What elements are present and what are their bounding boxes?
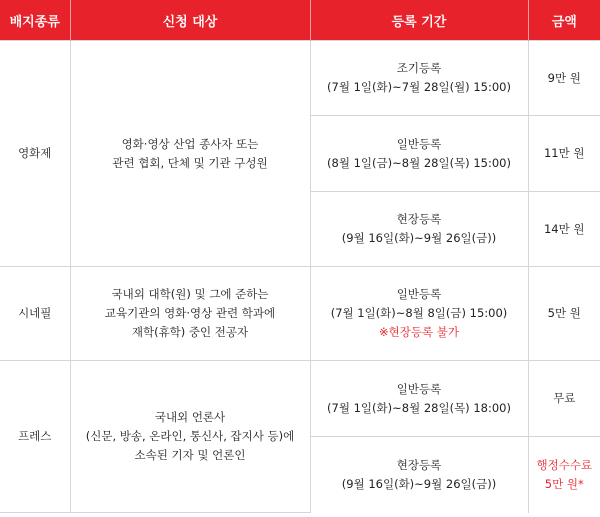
price-cell	[528, 116, 600, 192]
price-cell	[528, 267, 600, 361]
price-value: 11만 원	[543, 146, 585, 160]
period-title: 현장등록	[396, 457, 442, 472]
target-line: 국내외 대학(원) 및 그에 준하는	[111, 287, 269, 301]
price-value: 14만 원	[543, 221, 585, 236]
target-cell-festival	[70, 41, 310, 267]
period-title: 일반등록	[396, 381, 442, 396]
price-value: 행정수수료	[536, 457, 593, 472]
header-period: 등록 기간	[310, 0, 528, 41]
target-cell-press	[70, 361, 310, 513]
period-cell	[310, 361, 528, 437]
period-dates: (8월 1일(금)~8월 28일(목) 15:00)	[327, 155, 511, 170]
target-line: 국내외 언론사	[154, 410, 226, 424]
period-title: 조기등록	[396, 61, 442, 75]
period-cell	[310, 267, 528, 361]
period-cell	[310, 41, 528, 116]
period-note: ※현장등록 불가	[379, 325, 459, 339]
period-cell	[310, 116, 528, 192]
header-target: 신청 대상	[70, 0, 310, 41]
price-cell	[528, 192, 600, 267]
badge-cell-festival: 영화제	[0, 41, 70, 267]
period-title: 일반등록	[396, 287, 442, 301]
period-cell	[310, 192, 528, 267]
price-value: 5만 원	[547, 306, 581, 320]
table-row	[0, 361, 600, 437]
period-dates: (7월 1일(화)~7월 28일(월) 15:00)	[327, 80, 511, 94]
target-line: 재학(휴학) 중인 전공자	[131, 325, 249, 339]
price-value: 9만 원	[547, 70, 581, 85]
badge-cell-cinephile: 시네필	[0, 267, 70, 361]
target-line: (신문, 방송, 온라인, 통신사, 잡지사 등)에	[85, 429, 295, 443]
price-cell	[528, 41, 600, 116]
price-cell	[528, 437, 600, 513]
price-value: 5만 원*	[544, 476, 584, 491]
period-dates: (7월 1일(화)~8월 28일(목) 18:00)	[327, 400, 511, 415]
period-dates: (9월 16일(화)~9월 26일(금))	[341, 231, 497, 245]
price-value: 무료	[553, 391, 576, 405]
period-title: 일반등록	[396, 136, 442, 151]
header-row	[0, 0, 600, 41]
badge-cell-press: 프레스	[0, 361, 70, 513]
period-cell	[310, 437, 528, 513]
price-cell	[528, 361, 600, 437]
period-dates: (7월 1일(화)~8월 8일(금) 15:00)	[330, 306, 508, 320]
target-line: 영화·영상 산업 종사자 또는	[121, 136, 259, 151]
target-line: 소속된 기자 및 언론인	[134, 448, 246, 462]
period-title: 현장등록	[396, 212, 442, 226]
target-cell-cinephile	[70, 267, 310, 361]
target-line: 관련 협회, 단체 및 기관 구성원	[112, 155, 268, 170]
header-badge-type: 배지종류	[0, 0, 70, 41]
target-line: 교육기관의 영화·영상 관련 학과에	[104, 306, 276, 320]
table-row	[0, 41, 600, 116]
period-dates: (9월 16일(화)~9월 26일(금))	[341, 476, 497, 491]
header-price: 금액	[528, 0, 600, 41]
table-row	[0, 267, 600, 361]
